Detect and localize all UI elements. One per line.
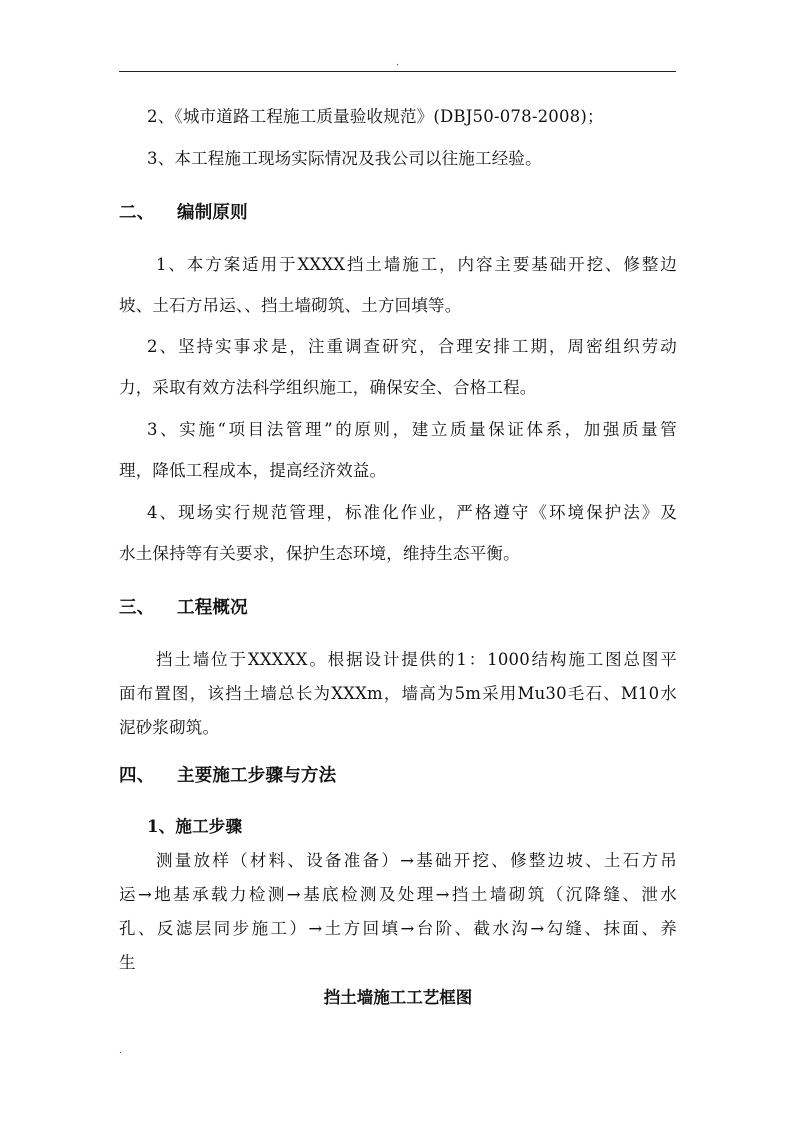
principle-1-line-2: 坡、土石方吊运、、挡土墙砌筑、土方回填等。 [119,296,462,315]
section-2-title: 编制原则 [177,203,248,223]
section-4-heading [119,764,677,788]
figure-caption: 挡土墙施工工艺框图 [323,988,473,1007]
principle-3-line-1: 3、实施“项目法管理”的原则，建立质量保证体系，加强质量管 [147,420,677,439]
subsection-1-heading: 1、施工步骤 [147,817,243,836]
principle-4-line-1: 4、现场实行规范管理，标准化作业，严格遵守《环境保护法》及 [147,503,677,522]
reference-item-2: 2、《城市道路工程施工质量验收规范》(DBJ50-078-2008)； [147,107,604,126]
section-2-number: 二、 [119,203,155,223]
steps-line-4: 生 [119,953,136,972]
overview-line-3: 泥砂浆砌筑。 [119,718,220,737]
steps-line-3: 孔、反滤层同步施工）→土方回填→台阶、截水沟→勾缝、抹面、养 [119,919,677,938]
section-2-heading [119,201,677,225]
principle-1-line-1: 1、本方案适用于XXXX挡土墙施工，内容主要基础开挖、修整边 [156,255,677,274]
header-rule [119,71,676,72]
overview-line-2: 面布置图，该挡土墙总长为XXXm，墙高为5m采用Mu30毛石、M10水 [119,684,677,703]
principle-3-line-2: 理，降低工程成本，提高经济效益。 [119,461,387,480]
steps-line-2: 运→地基承载力检测→基底检测及处理→挡土墙砌筑（沉降缝、泄水 [119,885,677,904]
reference-item-3: 3、本工程施工现场实际情况及我公司以往施工经验。 [147,149,542,168]
section-3-heading [119,596,677,620]
principle-2-line-1: 2、坚持实事求是，注重调查研究，合理安排工期，周密组织劳动 [147,337,677,356]
principle-2-line-2: 力，采取有效方法科学组织施工，确保安全、合格工程。 [119,378,537,397]
footer-mark: . [119,1046,122,1056]
section-3-title: 工程概况 [177,598,248,618]
steps-line-1: 测量放样（材料、设备准备）→基础开挖、修整边坡、土石方吊 [156,851,677,870]
section-4-number: 四、 [119,766,155,786]
header-mark: . [396,58,399,68]
section-3-number: 三、 [119,598,155,618]
overview-line-1: 挡土墙位于XXXXX。根据设计提供的1：1000结构施工图总图平 [156,650,677,669]
section-4-title: 主要施工步骤与方法 [177,766,337,786]
principle-4-line-2: 水土保持等有关要求，保护生态环境，维持生态平衡。 [119,544,520,563]
